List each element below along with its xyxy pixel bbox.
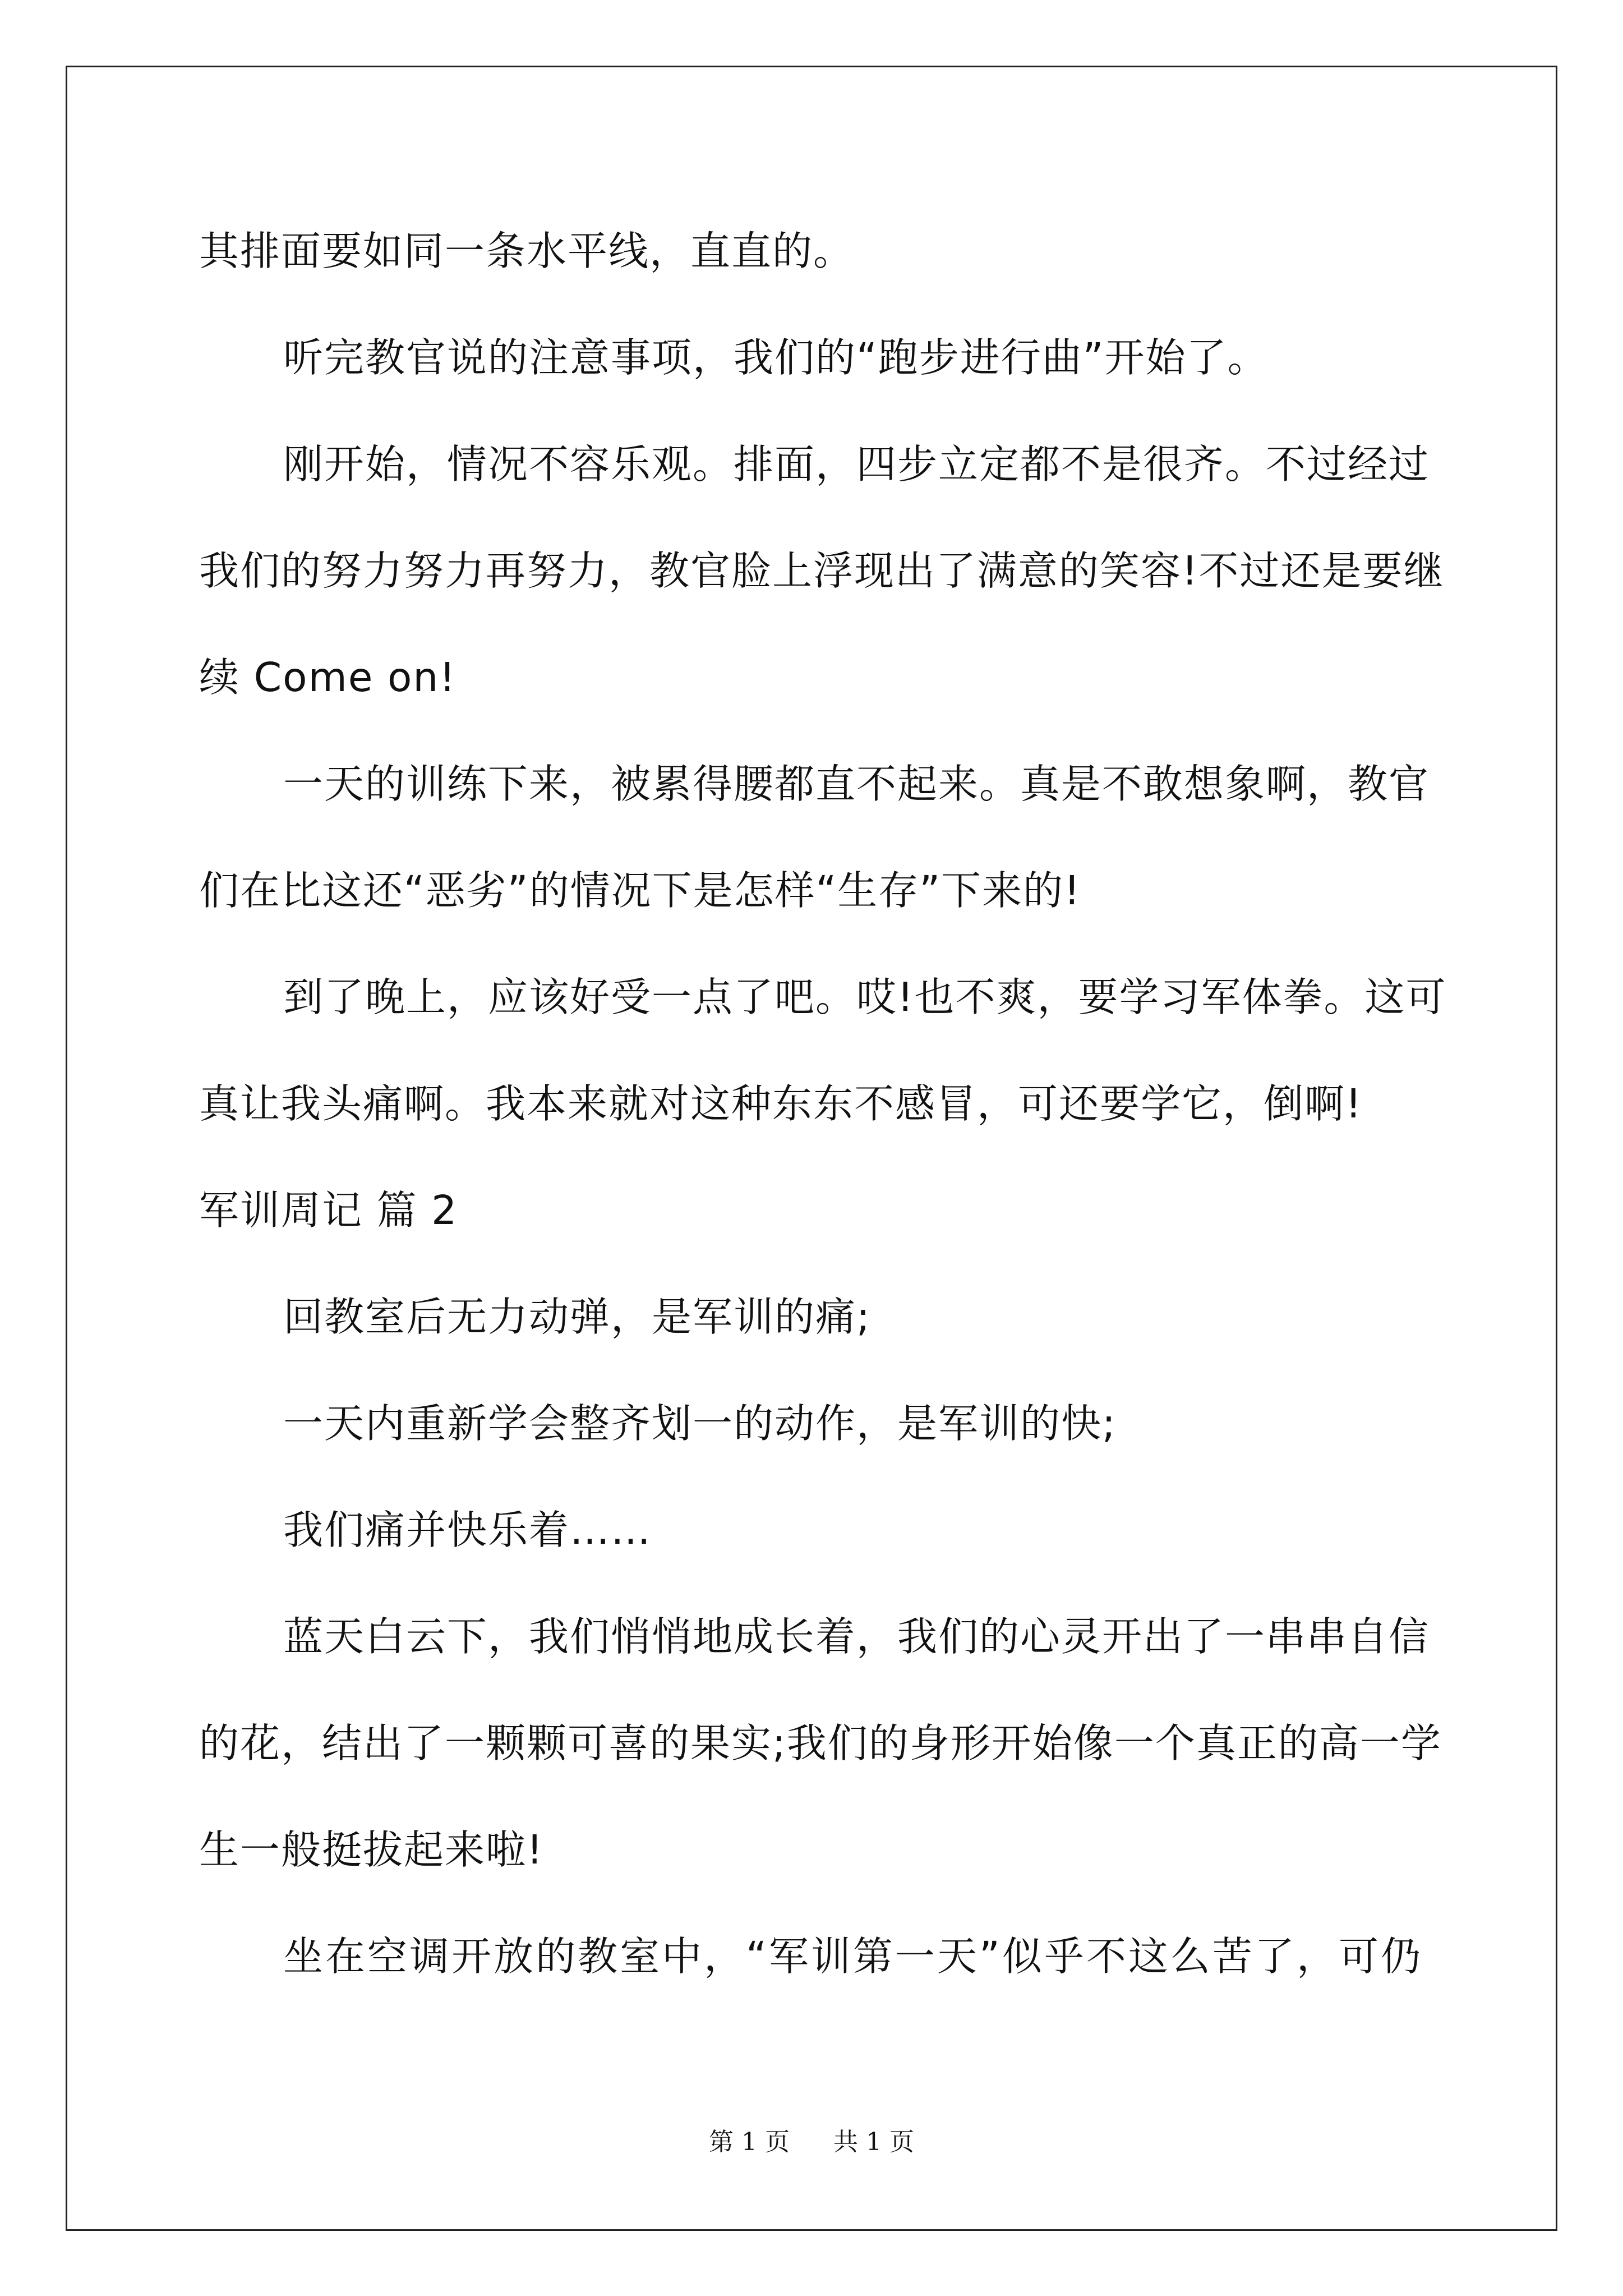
- text-line: 到了晚上，应该好受一点了吧。哎!也不爽，要学习军体拳。这可: [283, 974, 1447, 1020]
- text-line: 一天内重新学会整齐划一的动作，是军训的快;: [283, 1400, 1117, 1447]
- text-line: 听完教官说的注意事项，我们的“跑步进行曲”开始了。: [283, 334, 1269, 381]
- page-number: 第 1 页: [709, 2128, 790, 2156]
- text-line: 回教室后无力动弹，是军训的痛;: [283, 1294, 871, 1340]
- text-line: 们在比这还“恶劣”的情况下是怎样“生存”下来的!: [199, 867, 1081, 914]
- text-line: 一天的训练下来，被累得腰都直不起来。真是不敢想象啊，教官: [283, 761, 1430, 807]
- page-border: [66, 66, 1557, 2231]
- text-line: 真让我头痛啊。我本来就对这种东东不感冒，可还要学它，倒啊!: [199, 1080, 1363, 1127]
- text-line: 我们的努力努力再努力，教官脸上浮现出了满意的笑容!不过还是要继: [199, 547, 1445, 594]
- text-line: 刚开始，情况不容乐观。排面，四步立定都不是很齐。不过经过: [283, 441, 1430, 487]
- page-footer: [0, 2122, 1623, 2157]
- total-pages: 共 1 页: [833, 2128, 914, 2156]
- text-line: 其排面要如同一条水平线，直直的。: [199, 228, 855, 274]
- text-line: 生一般挺拔起来啦!: [199, 1826, 544, 1873]
- text-line: 的花，结出了一颗颗可喜的果实;我们的身形开始像一个真正的高一学: [199, 1720, 1442, 1766]
- text-line: 续 Come on!: [199, 654, 457, 701]
- section-heading: 军训周记 篇 2: [199, 1187, 458, 1234]
- text-line: 坐在空调开放的教室中，“军训第一天”似乎不这么苦了，可仍: [283, 1933, 1422, 1980]
- text-line: 我们痛并快乐着……: [283, 1507, 652, 1553]
- text-line: 蓝天白云下，我们悄悄地成长着，我们的心灵开出了一串串自信: [283, 1613, 1430, 1660]
